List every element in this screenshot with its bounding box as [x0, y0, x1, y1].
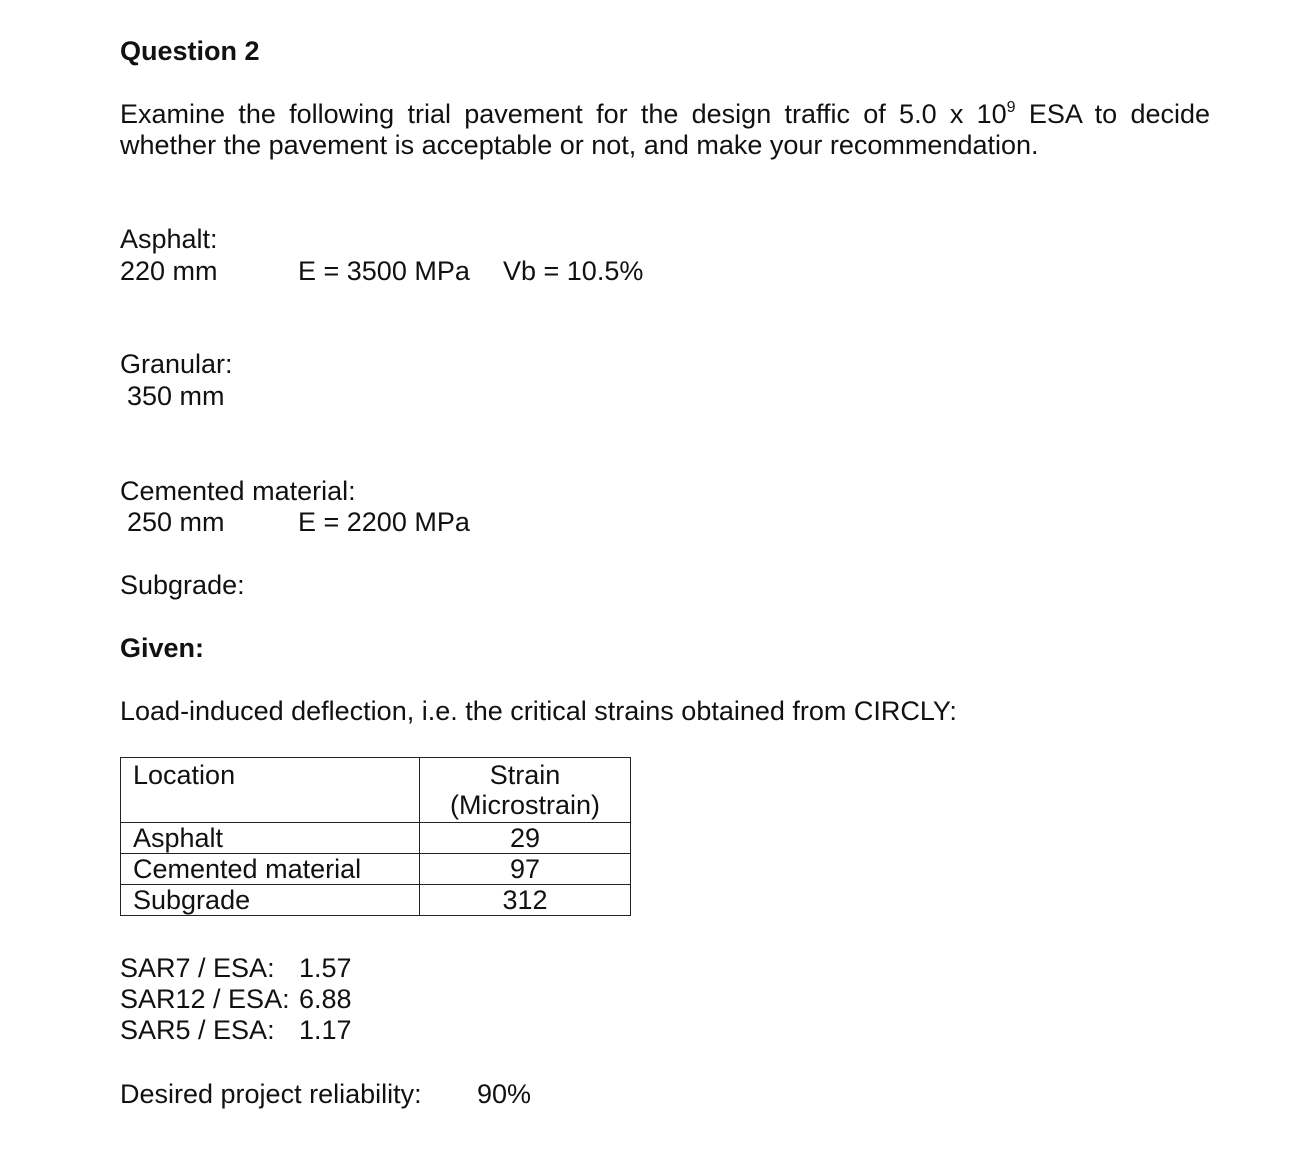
asphalt-binder-content: Vb = 10.5% [503, 256, 644, 286]
asphalt-label: Asphalt: [120, 224, 218, 254]
strain-cell: 312 [420, 885, 631, 916]
asphalt-thickness: 220 mm [120, 256, 218, 286]
intro-line-1-post: ESA to decide [1015, 99, 1211, 129]
sar12-value: 6.88 [299, 984, 352, 1014]
reliability-value: 90% [477, 1079, 532, 1109]
question-title: Question 2 [120, 36, 260, 66]
asphalt-modulus: E = 3500 MPa [298, 256, 470, 286]
reliability-label: Desired project reliability: [120, 1079, 422, 1109]
intro-exponent: 9 [1006, 99, 1016, 116]
table-row [121, 854, 631, 885]
table-row [121, 885, 631, 916]
sar5-label: SAR5 / ESA: [120, 1015, 275, 1045]
sar7-label: SAR7 / ESA: [120, 953, 275, 983]
sar5-value: 1.17 [299, 1015, 352, 1045]
given-heading: Given: [120, 633, 205, 663]
strain-cell: 97 [420, 854, 631, 885]
location-cell: Cemented material [121, 854, 420, 885]
cemented-thickness: 250 mm [127, 507, 225, 537]
granular-label: Granular: [120, 349, 233, 379]
location-cell: Asphalt [121, 823, 420, 854]
table-row [121, 823, 631, 854]
location-cell: Subgrade [121, 885, 420, 916]
sar12-label: SAR12 / ESA: [120, 984, 290, 1014]
strain-table [120, 757, 631, 916]
intro-line-1 [120, 98, 1210, 130]
cemented-modulus: E = 2200 MPa [298, 507, 470, 537]
deflection-text: Load-induced deflection, i.e. the critical strains obtained from CIRCLY: [120, 696, 957, 726]
strain-header [420, 758, 631, 823]
sar7-value: 1.57 [299, 953, 352, 983]
location-header: Location [121, 758, 420, 823]
table-header-row [121, 758, 631, 823]
granular-thickness: 350 mm [127, 381, 225, 411]
cemented-label: Cemented material: [120, 476, 356, 506]
intro-line-2: whether the pavement is acceptable or not, and make your recommendation. [120, 130, 1039, 160]
intro-line-1-pre: Examine the following trial pavement for the design traffic of 5.0 x 10 [120, 99, 1007, 129]
subgrade-label: Subgrade: [120, 570, 245, 600]
strain-cell: 29 [420, 823, 631, 854]
strain-header-line-2: (Microstrain) [449, 790, 600, 820]
strain-header-line-1: Strain [489, 760, 561, 790]
